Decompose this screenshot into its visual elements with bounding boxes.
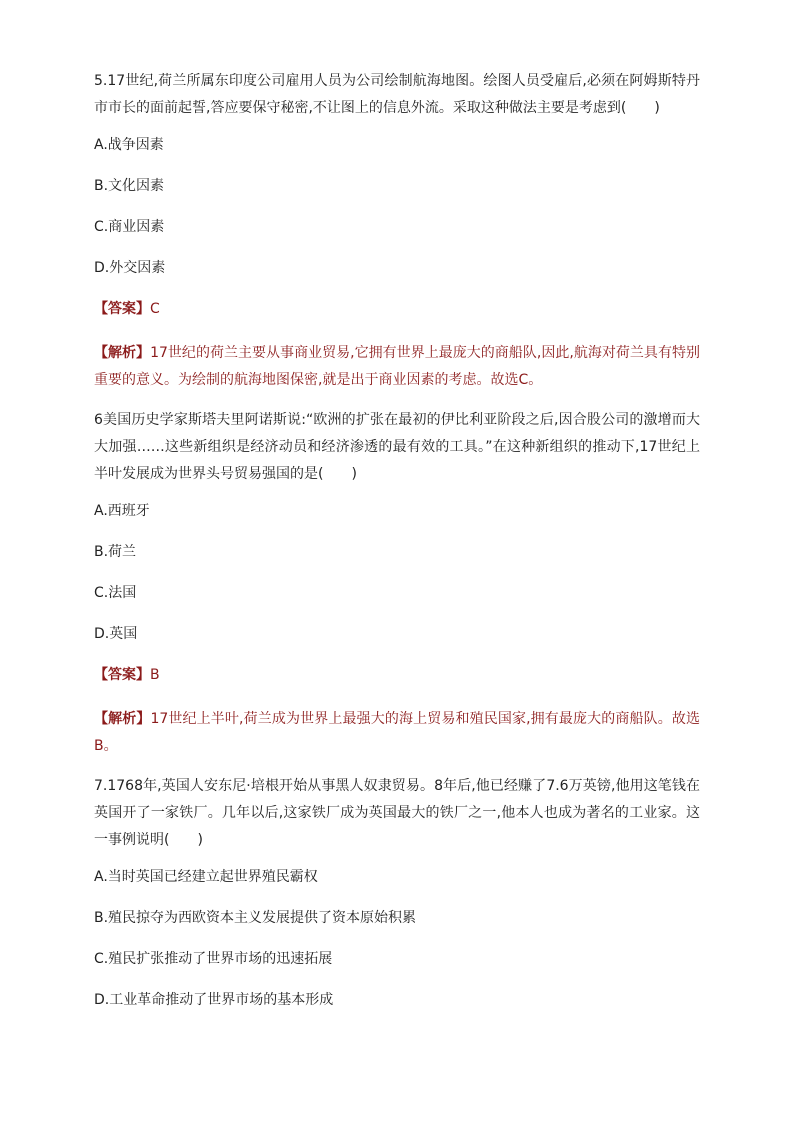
option-b: B.荷兰 bbox=[94, 544, 137, 560]
analysis bbox=[94, 706, 700, 760]
option-d: D.外交因素 bbox=[94, 260, 166, 276]
answer-row bbox=[94, 665, 700, 685]
answer-tag: 【答案】 bbox=[94, 667, 150, 683]
question-6 bbox=[94, 407, 700, 760]
option-c: C.殖民扩张推动了世界市场的迅速拓展 bbox=[94, 951, 333, 967]
answer-row bbox=[94, 299, 700, 319]
analysis-text: 17世纪上半叶,荷兰成为世界上最强大的海上贸易和殖民国家,拥有最庞大的商船队。故选B。 bbox=[94, 711, 701, 754]
analysis-tag: 【解析】 bbox=[94, 345, 151, 361]
question-5 bbox=[94, 68, 700, 394]
analysis bbox=[94, 340, 700, 394]
option-d: D.英国 bbox=[94, 626, 138, 642]
question-7 bbox=[94, 773, 700, 1010]
option-b: B.殖民掠夺为西欧资本主义发展提供了资本原始积累 bbox=[94, 910, 417, 926]
option-d: D.工业革命推动了世界市场的基本形成 bbox=[94, 992, 334, 1008]
answer-value: C bbox=[150, 301, 160, 317]
option-c: C.商业因素 bbox=[94, 219, 165, 235]
option-a: A.西班牙 bbox=[94, 503, 150, 519]
question-stem: 7.1768年,英国人安东尼·培根开始从事黑人奴隶贸易。8年后,他已经赚了7.6万英镑,他用这笔钱在英国开了一家铁厂。几年以后,这家铁厂成为英国最大的铁厂之一,他本人也成为著名的工业家。这一事例说明( ) bbox=[94, 778, 700, 848]
question-stem: 6美国历史学家斯塔夫里阿诺斯说:“欧洲的扩张在最初的伊比利亚阶段之后,因合股公司的激增而大大加强……这些新组织是经济动员和经济渗透的最有效的工具。”在这种新组织的推动下,17世纪上半叶发展成为世界头号贸易强国的是( ) bbox=[94, 412, 700, 482]
question-stem: 5.17世纪,荷兰所属东印度公司雇用人员为公司绘制航海地图。绘图人员受雇后,必须在阿姆斯特丹市市长的面前起誓,答应要保守秘密,不让图上的信息外流。采取这种做法主要是考虑到( ) bbox=[94, 73, 700, 116]
analysis-tag: 【解析】 bbox=[94, 711, 151, 727]
answer-tag: 【答案】 bbox=[94, 301, 150, 317]
option-a: A.当时英国已经建立起世界殖民霸权 bbox=[94, 869, 318, 885]
analysis-text: 17世纪的荷兰主要从事商业贸易,它拥有世界上最庞大的商船队,因此,航海对荷兰具有特别重要的意义。为绘制的航海地图保密,就是出于商业因素的考虑。故选C。 bbox=[94, 345, 700, 388]
answer-value: B bbox=[150, 667, 160, 683]
option-a: A.战争因素 bbox=[94, 137, 164, 153]
option-b: B.文化因素 bbox=[94, 178, 165, 194]
option-c: C.法国 bbox=[94, 585, 137, 601]
document-content bbox=[94, 68, 700, 1010]
